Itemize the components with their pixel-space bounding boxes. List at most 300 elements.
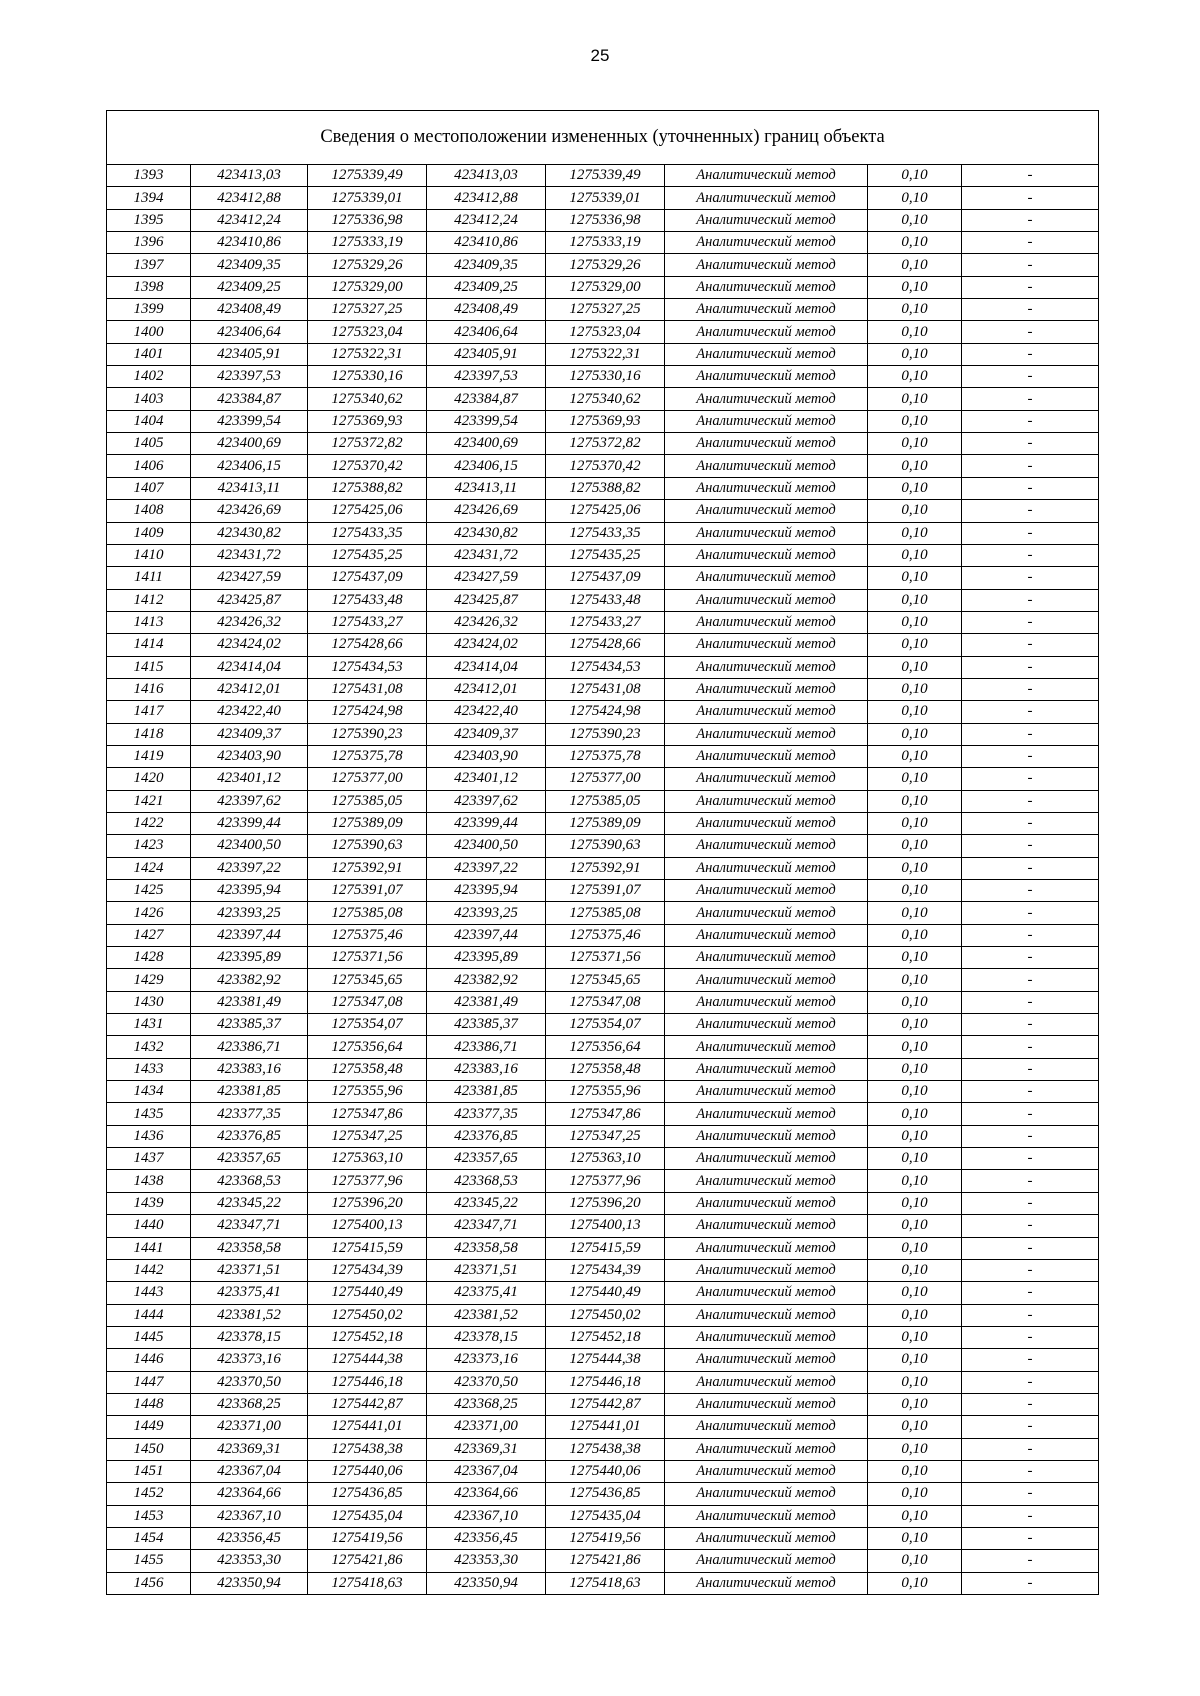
method-cell: Аналитический метод <box>665 366 868 388</box>
y-new-cell: 1275345,65 <box>546 969 665 991</box>
boundary-table <box>106 110 1099 1595</box>
x-existing-cell: 423409,35 <box>191 254 308 276</box>
method-cell: Аналитический метод <box>665 1237 868 1259</box>
table-row <box>107 1081 1099 1103</box>
x-existing-cell: 423410,86 <box>191 232 308 254</box>
description-cell: - <box>962 1304 1099 1326</box>
y-existing-cell: 1275392,91 <box>308 857 427 879</box>
x-existing-cell: 423412,01 <box>191 678 308 700</box>
x-existing-cell: 423371,51 <box>191 1259 308 1281</box>
x-existing-cell: 423412,24 <box>191 209 308 231</box>
description-cell: - <box>962 768 1099 790</box>
method-cell: Аналитический метод <box>665 969 868 991</box>
x-existing-cell: 423368,53 <box>191 1170 308 1192</box>
method-cell: Аналитический метод <box>665 299 868 321</box>
accuracy-cell: 0,10 <box>868 343 962 365</box>
method-cell: Аналитический метод <box>665 433 868 455</box>
table-row <box>107 947 1099 969</box>
description-cell: - <box>962 1081 1099 1103</box>
method-cell: Аналитический метод <box>665 768 868 790</box>
point-number-cell: 1428 <box>107 947 191 969</box>
method-cell: Аналитический метод <box>665 1527 868 1549</box>
y-existing-cell: 1275347,86 <box>308 1103 427 1125</box>
table-row <box>107 567 1099 589</box>
description-cell: - <box>962 1527 1099 1549</box>
y-new-cell: 1275437,09 <box>546 567 665 589</box>
description-cell: - <box>962 880 1099 902</box>
method-cell: Аналитический метод <box>665 835 868 857</box>
method-cell: Аналитический метод <box>665 1192 868 1214</box>
accuracy-cell: 0,10 <box>868 835 962 857</box>
description-cell: - <box>962 477 1099 499</box>
y-new-cell: 1275389,09 <box>546 812 665 834</box>
description-cell: - <box>962 1416 1099 1438</box>
x-new-cell: 423395,94 <box>427 880 546 902</box>
y-new-cell: 1275388,82 <box>546 477 665 499</box>
table-row <box>107 1393 1099 1415</box>
description-cell: - <box>962 276 1099 298</box>
y-new-cell: 1275391,07 <box>546 880 665 902</box>
table-body <box>107 165 1099 1595</box>
y-existing-cell: 1275375,46 <box>308 924 427 946</box>
description-cell: - <box>962 1349 1099 1371</box>
y-existing-cell: 1275370,42 <box>308 455 427 477</box>
x-new-cell: 423409,35 <box>427 254 546 276</box>
y-existing-cell: 1275433,48 <box>308 589 427 611</box>
method-cell: Аналитический метод <box>665 947 868 969</box>
y-new-cell: 1275347,25 <box>546 1125 665 1147</box>
accuracy-cell: 0,10 <box>868 1148 962 1170</box>
y-existing-cell: 1275436,85 <box>308 1483 427 1505</box>
table-row <box>107 500 1099 522</box>
x-new-cell: 423431,72 <box>427 544 546 566</box>
description-cell: - <box>962 522 1099 544</box>
method-cell: Аналитический метод <box>665 1125 868 1147</box>
y-new-cell: 1275433,27 <box>546 611 665 633</box>
point-number-cell: 1406 <box>107 455 191 477</box>
table-row <box>107 1103 1099 1125</box>
x-existing-cell: 423397,22 <box>191 857 308 879</box>
x-new-cell: 423406,64 <box>427 321 546 343</box>
x-new-cell: 423356,45 <box>427 1527 546 1549</box>
x-existing-cell: 423373,16 <box>191 1349 308 1371</box>
description-cell: - <box>962 232 1099 254</box>
x-new-cell: 423393,25 <box>427 902 546 924</box>
point-number-cell: 1418 <box>107 723 191 745</box>
table-row <box>107 433 1099 455</box>
point-number-cell: 1394 <box>107 187 191 209</box>
description-cell: - <box>962 1259 1099 1281</box>
accuracy-cell: 0,10 <box>868 656 962 678</box>
y-existing-cell: 1275415,59 <box>308 1237 427 1259</box>
table-row <box>107 232 1099 254</box>
description-cell: - <box>962 790 1099 812</box>
x-existing-cell: 423385,37 <box>191 1014 308 1036</box>
table-row <box>107 187 1099 209</box>
x-existing-cell: 423357,65 <box>191 1148 308 1170</box>
point-number-cell: 1437 <box>107 1148 191 1170</box>
description-cell: - <box>962 1371 1099 1393</box>
description-cell: - <box>962 388 1099 410</box>
point-number-cell: 1396 <box>107 232 191 254</box>
x-existing-cell: 423370,50 <box>191 1371 308 1393</box>
point-number-cell: 1398 <box>107 276 191 298</box>
point-number-cell: 1426 <box>107 902 191 924</box>
description-cell: - <box>962 1550 1099 1572</box>
accuracy-cell: 0,10 <box>868 1483 962 1505</box>
y-existing-cell: 1275327,25 <box>308 299 427 321</box>
table-row <box>107 611 1099 633</box>
point-number-cell: 1412 <box>107 589 191 611</box>
method-cell: Аналитический метод <box>665 678 868 700</box>
y-new-cell: 1275431,08 <box>546 678 665 700</box>
method-cell: Аналитический метод <box>665 1103 868 1125</box>
y-existing-cell: 1275333,19 <box>308 232 427 254</box>
y-existing-cell: 1275452,18 <box>308 1326 427 1348</box>
y-existing-cell: 1275450,02 <box>308 1304 427 1326</box>
description-cell: - <box>962 187 1099 209</box>
y-new-cell: 1275355,96 <box>546 1081 665 1103</box>
accuracy-cell: 0,10 <box>868 1259 962 1281</box>
x-new-cell: 423384,87 <box>427 388 546 410</box>
accuracy-cell: 0,10 <box>868 678 962 700</box>
description-cell: - <box>962 455 1099 477</box>
table-row <box>107 455 1099 477</box>
x-new-cell: 423413,03 <box>427 165 546 187</box>
y-new-cell: 1275425,06 <box>546 500 665 522</box>
point-number-cell: 1399 <box>107 299 191 321</box>
table-row <box>107 299 1099 321</box>
y-new-cell: 1275323,04 <box>546 321 665 343</box>
y-existing-cell: 1275400,13 <box>308 1215 427 1237</box>
y-existing-cell: 1275421,86 <box>308 1550 427 1572</box>
method-cell: Аналитический метод <box>665 1304 868 1326</box>
y-new-cell: 1275433,35 <box>546 522 665 544</box>
method-cell: Аналитический метод <box>665 1416 868 1438</box>
y-existing-cell: 1275437,09 <box>308 567 427 589</box>
y-new-cell: 1275446,18 <box>546 1371 665 1393</box>
x-new-cell: 423395,89 <box>427 947 546 969</box>
x-new-cell: 423367,04 <box>427 1460 546 1482</box>
x-existing-cell: 423353,30 <box>191 1550 308 1572</box>
accuracy-cell: 0,10 <box>868 991 962 1013</box>
method-cell: Аналитический метод <box>665 1572 868 1594</box>
point-number-cell: 1424 <box>107 857 191 879</box>
accuracy-cell: 0,10 <box>868 299 962 321</box>
method-cell: Аналитический метод <box>665 1550 868 1572</box>
y-existing-cell: 1275347,25 <box>308 1125 427 1147</box>
method-cell: Аналитический метод <box>665 1371 868 1393</box>
accuracy-cell: 0,10 <box>868 1460 962 1482</box>
description-cell: - <box>962 589 1099 611</box>
y-new-cell: 1275339,01 <box>546 187 665 209</box>
y-existing-cell: 1275428,66 <box>308 634 427 656</box>
x-new-cell: 423397,22 <box>427 857 546 879</box>
accuracy-cell: 0,10 <box>868 1349 962 1371</box>
table-row <box>107 343 1099 365</box>
y-existing-cell: 1275354,07 <box>308 1014 427 1036</box>
x-new-cell: 423408,49 <box>427 299 546 321</box>
description-cell: - <box>962 343 1099 365</box>
point-number-cell: 1401 <box>107 343 191 365</box>
table-row <box>107 1416 1099 1438</box>
table-row <box>107 1326 1099 1348</box>
accuracy-cell: 0,10 <box>868 500 962 522</box>
table-row <box>107 1170 1099 1192</box>
description-cell: - <box>962 634 1099 656</box>
method-cell: Аналитический метод <box>665 723 868 745</box>
description-cell: - <box>962 1215 1099 1237</box>
y-new-cell: 1275434,53 <box>546 656 665 678</box>
y-existing-cell: 1275330,16 <box>308 366 427 388</box>
accuracy-cell: 0,10 <box>868 254 962 276</box>
description-cell: - <box>962 1326 1099 1348</box>
accuracy-cell: 0,10 <box>868 745 962 767</box>
y-existing-cell: 1275444,38 <box>308 1349 427 1371</box>
method-cell: Аналитический метод <box>665 232 868 254</box>
x-new-cell: 423358,58 <box>427 1237 546 1259</box>
y-new-cell: 1275329,00 <box>546 276 665 298</box>
y-new-cell: 1275385,08 <box>546 902 665 924</box>
y-new-cell: 1275440,49 <box>546 1282 665 1304</box>
method-cell: Аналитический метод <box>665 1014 868 1036</box>
point-number-cell: 1439 <box>107 1192 191 1214</box>
accuracy-cell: 0,10 <box>868 165 962 187</box>
point-number-cell: 1448 <box>107 1393 191 1415</box>
x-existing-cell: 423382,92 <box>191 969 308 991</box>
x-existing-cell: 423381,49 <box>191 991 308 1013</box>
point-number-cell: 1423 <box>107 835 191 857</box>
point-number-cell: 1432 <box>107 1036 191 1058</box>
x-existing-cell: 423400,69 <box>191 433 308 455</box>
point-number-cell: 1441 <box>107 1237 191 1259</box>
description-cell: - <box>962 1058 1099 1080</box>
x-existing-cell: 423430,82 <box>191 522 308 544</box>
method-cell: Аналитический метод <box>665 857 868 879</box>
point-number-cell: 1422 <box>107 812 191 834</box>
point-number-cell: 1395 <box>107 209 191 231</box>
description-cell: - <box>962 544 1099 566</box>
x-new-cell: 423383,16 <box>427 1058 546 1080</box>
y-new-cell: 1275340,62 <box>546 388 665 410</box>
point-number-cell: 1453 <box>107 1505 191 1527</box>
x-new-cell: 423400,69 <box>427 433 546 455</box>
x-new-cell: 423376,85 <box>427 1125 546 1147</box>
accuracy-cell: 0,10 <box>868 1393 962 1415</box>
description-cell: - <box>962 1483 1099 1505</box>
x-existing-cell: 423377,35 <box>191 1103 308 1125</box>
x-new-cell: 423385,37 <box>427 1014 546 1036</box>
x-existing-cell: 423393,25 <box>191 902 308 924</box>
point-number-cell: 1400 <box>107 321 191 343</box>
y-new-cell: 1275377,96 <box>546 1170 665 1192</box>
accuracy-cell: 0,10 <box>868 366 962 388</box>
x-existing-cell: 423431,72 <box>191 544 308 566</box>
method-cell: Аналитический метод <box>665 1282 868 1304</box>
x-existing-cell: 423371,00 <box>191 1416 308 1438</box>
x-existing-cell: 423381,85 <box>191 1081 308 1103</box>
point-number-cell: 1445 <box>107 1326 191 1348</box>
table-row <box>107 589 1099 611</box>
description-cell: - <box>962 1170 1099 1192</box>
x-existing-cell: 423397,62 <box>191 790 308 812</box>
x-existing-cell: 423422,40 <box>191 701 308 723</box>
table-row <box>107 522 1099 544</box>
point-number-cell: 1414 <box>107 634 191 656</box>
point-number-cell: 1455 <box>107 1550 191 1572</box>
description-cell: - <box>962 1103 1099 1125</box>
accuracy-cell: 0,10 <box>868 1036 962 1058</box>
y-new-cell: 1275441,01 <box>546 1416 665 1438</box>
y-existing-cell: 1275446,18 <box>308 1371 427 1393</box>
x-new-cell: 423397,44 <box>427 924 546 946</box>
y-existing-cell: 1275355,96 <box>308 1081 427 1103</box>
table-row <box>107 768 1099 790</box>
y-new-cell: 1275358,48 <box>546 1058 665 1080</box>
y-existing-cell: 1275431,08 <box>308 678 427 700</box>
y-existing-cell: 1275388,82 <box>308 477 427 499</box>
accuracy-cell: 0,10 <box>868 634 962 656</box>
x-new-cell: 423357,65 <box>427 1148 546 1170</box>
method-cell: Аналитический метод <box>665 1148 868 1170</box>
y-existing-cell: 1275356,64 <box>308 1036 427 1058</box>
description-cell: - <box>962 500 1099 522</box>
accuracy-cell: 0,10 <box>868 1125 962 1147</box>
x-new-cell: 423381,85 <box>427 1081 546 1103</box>
y-existing-cell: 1275375,78 <box>308 745 427 767</box>
y-new-cell: 1275428,66 <box>546 634 665 656</box>
y-new-cell: 1275400,13 <box>546 1215 665 1237</box>
description-cell: - <box>962 299 1099 321</box>
table-row <box>107 1460 1099 1482</box>
y-new-cell: 1275369,93 <box>546 410 665 432</box>
method-cell: Аналитический метод <box>665 1349 868 1371</box>
x-existing-cell: 423368,25 <box>191 1393 308 1415</box>
accuracy-cell: 0,10 <box>868 969 962 991</box>
table-title: Сведения о местоположении измененных (уточненных) границ объекта <box>107 111 1099 165</box>
description-cell: - <box>962 1438 1099 1460</box>
table-row <box>107 1237 1099 1259</box>
description-cell: - <box>962 835 1099 857</box>
y-existing-cell: 1275435,25 <box>308 544 427 566</box>
x-existing-cell: 423424,02 <box>191 634 308 656</box>
method-cell: Аналитический метод <box>665 187 868 209</box>
y-existing-cell: 1275377,00 <box>308 768 427 790</box>
description-cell: - <box>962 410 1099 432</box>
description-cell: - <box>962 1036 1099 1058</box>
description-cell: - <box>962 701 1099 723</box>
method-cell: Аналитический метод <box>665 500 868 522</box>
accuracy-cell: 0,10 <box>868 544 962 566</box>
method-cell: Аналитический метод <box>665 388 868 410</box>
x-new-cell: 423369,31 <box>427 1438 546 1460</box>
method-cell: Аналитический метод <box>665 1326 868 1348</box>
x-new-cell: 423368,53 <box>427 1170 546 1192</box>
accuracy-cell: 0,10 <box>868 611 962 633</box>
accuracy-cell: 0,10 <box>868 276 962 298</box>
point-number-cell: 1429 <box>107 969 191 991</box>
description-cell: - <box>962 812 1099 834</box>
point-number-cell: 1431 <box>107 1014 191 1036</box>
table-row <box>107 857 1099 879</box>
x-existing-cell: 423386,71 <box>191 1036 308 1058</box>
accuracy-cell: 0,10 <box>868 1438 962 1460</box>
x-new-cell: 423382,92 <box>427 969 546 991</box>
table-row <box>107 880 1099 902</box>
x-new-cell: 423370,50 <box>427 1371 546 1393</box>
table-row <box>107 1304 1099 1326</box>
x-new-cell: 423412,01 <box>427 678 546 700</box>
y-existing-cell: 1275441,01 <box>308 1416 427 1438</box>
accuracy-cell: 0,10 <box>868 1326 962 1348</box>
description-cell: - <box>962 857 1099 879</box>
table-row <box>107 1282 1099 1304</box>
point-number-cell: 1419 <box>107 745 191 767</box>
y-new-cell: 1275444,38 <box>546 1349 665 1371</box>
point-number-cell: 1411 <box>107 567 191 589</box>
description-cell: - <box>962 678 1099 700</box>
description-cell: - <box>962 947 1099 969</box>
description-cell: - <box>962 1572 1099 1594</box>
point-number-cell: 1413 <box>107 611 191 633</box>
description-cell: - <box>962 1505 1099 1527</box>
x-new-cell: 423350,94 <box>427 1572 546 1594</box>
y-existing-cell: 1275438,38 <box>308 1438 427 1460</box>
method-cell: Аналитический метод <box>665 1438 868 1460</box>
x-new-cell: 423409,37 <box>427 723 546 745</box>
x-new-cell: 423371,51 <box>427 1259 546 1281</box>
x-existing-cell: 423381,52 <box>191 1304 308 1326</box>
y-existing-cell: 1275322,31 <box>308 343 427 365</box>
y-existing-cell: 1275391,07 <box>308 880 427 902</box>
method-cell: Аналитический метод <box>665 477 868 499</box>
accuracy-cell: 0,10 <box>868 880 962 902</box>
accuracy-cell: 0,10 <box>868 924 962 946</box>
accuracy-cell: 0,10 <box>868 388 962 410</box>
accuracy-cell: 0,10 <box>868 187 962 209</box>
page-number: 25 <box>590 46 610 65</box>
y-new-cell: 1275322,31 <box>546 343 665 365</box>
y-existing-cell: 1275440,06 <box>308 1460 427 1482</box>
point-number-cell: 1415 <box>107 656 191 678</box>
y-existing-cell: 1275339,49 <box>308 165 427 187</box>
y-new-cell: 1275419,56 <box>546 1527 665 1549</box>
accuracy-cell: 0,10 <box>868 589 962 611</box>
point-number-cell: 1417 <box>107 701 191 723</box>
table-row <box>107 1371 1099 1393</box>
x-existing-cell: 423405,91 <box>191 343 308 365</box>
y-existing-cell: 1275345,65 <box>308 969 427 991</box>
table-row <box>107 1036 1099 1058</box>
accuracy-cell: 0,10 <box>868 1505 962 1527</box>
point-number-cell: 1436 <box>107 1125 191 1147</box>
accuracy-cell: 0,10 <box>868 857 962 879</box>
y-existing-cell: 1275396,20 <box>308 1192 427 1214</box>
accuracy-cell: 0,10 <box>868 1237 962 1259</box>
x-new-cell: 423386,71 <box>427 1036 546 1058</box>
x-existing-cell: 423409,25 <box>191 276 308 298</box>
method-cell: Аналитический метод <box>665 611 868 633</box>
table-row <box>107 1058 1099 1080</box>
x-new-cell: 423410,86 <box>427 232 546 254</box>
y-new-cell: 1275370,42 <box>546 455 665 477</box>
y-existing-cell: 1275340,62 <box>308 388 427 410</box>
y-new-cell: 1275371,56 <box>546 947 665 969</box>
description-cell: - <box>962 1460 1099 1482</box>
table-row <box>107 1438 1099 1460</box>
y-existing-cell: 1275323,04 <box>308 321 427 343</box>
x-new-cell: 423381,52 <box>427 1304 546 1326</box>
